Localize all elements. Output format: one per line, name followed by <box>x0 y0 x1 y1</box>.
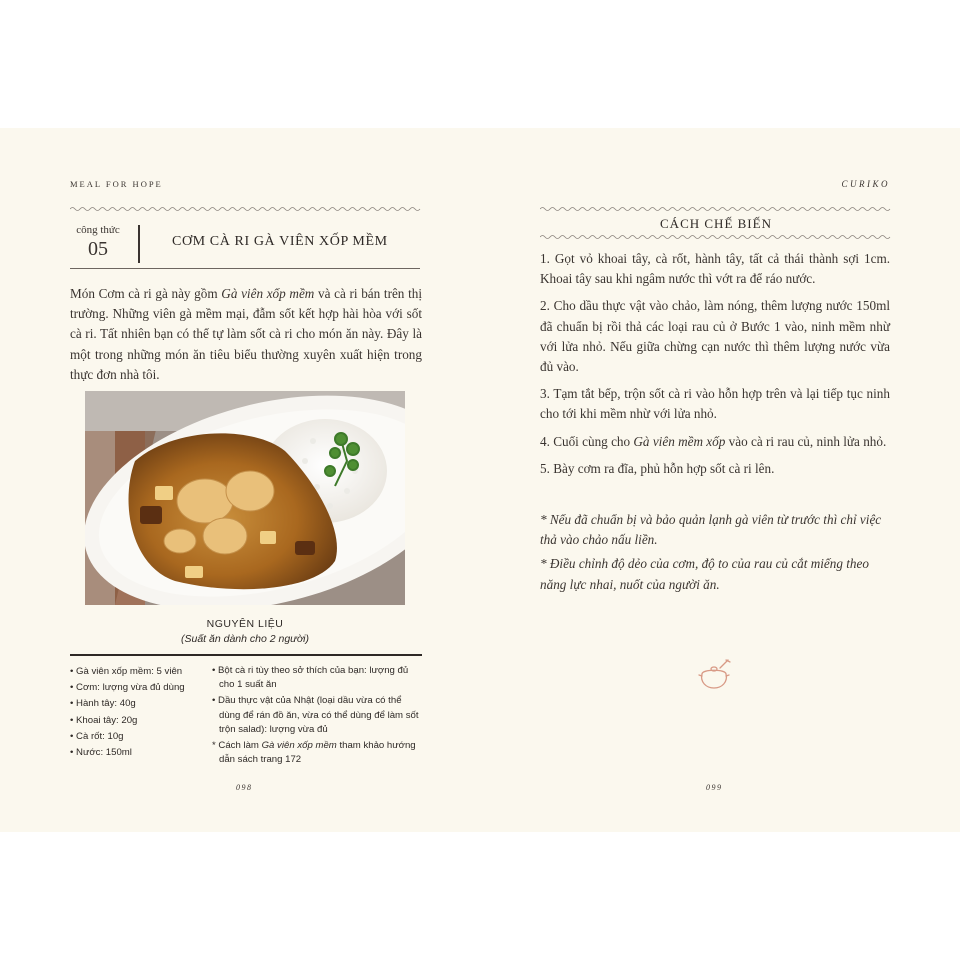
ingredient-item: • Gà viên xốp mềm: 5 viên <box>70 666 183 677</box>
note-text-rest: tham khảo hướng dẫn sách trang 172 <box>219 740 416 766</box>
left-wavy-rule <box>70 206 422 212</box>
ingredients-column-1 <box>70 664 208 761</box>
recipe-label: công thức <box>76 224 120 236</box>
intro-text-rest: và cà ri bán trên thị trường. Những viên gà mềm mại, đẫm sốt kết hợp hài hòa với sốt cà ri. Tất nhiên bạn có thể tự làm sốt cà ri cho món ăn này. Đây là một trong những món ăn tiêu biểu thường xuyên xuất hiện trong thực đơn nhà tôi. <box>70 286 422 382</box>
recipe-header <box>70 224 420 268</box>
wavy-rule-graphic <box>70 206 422 212</box>
note-text: * Cách làm <box>212 740 262 752</box>
recipe-header-divider <box>138 225 140 263</box>
method-step <box>540 432 890 452</box>
recipe-number: 05 <box>88 238 108 260</box>
cooking-pot-icon <box>698 656 732 692</box>
ingredient-item: • Nước: 150ml <box>70 747 132 759</box>
left-running-head: MEAL FOR HOPE <box>70 179 163 189</box>
ingredient-item: • Khoai tây: 20g <box>70 714 138 726</box>
wavy-rule-graphic <box>540 234 894 240</box>
method-step: 2. Cho dầu thực vật vào chảo, làm nóng, thêm lượng nước 150ml đã chuẩn bị rồi thả các loại rau củ ở Bước 1 vào, ninh mềm nhừ với lửa nhỏ. Nếu giữa chừng cạn nước thì thêm lượng nước vừa đủ vào. <box>540 298 890 375</box>
right-running-head: CURIKO <box>841 179 890 189</box>
method-notes <box>540 510 892 599</box>
right-wavy-rule-bottom <box>540 234 894 240</box>
ingredient-note <box>212 739 420 767</box>
curry-dish-photo <box>85 391 405 605</box>
intro-emphasis: Gà viên xốp mềm <box>221 286 315 301</box>
left-page-number: 098 <box>236 783 253 792</box>
method-step: 5. Bày cơm ra đĩa, phủ hỗn hợp sốt cà ri lên. <box>540 460 775 476</box>
right-wavy-rule-top <box>540 206 894 212</box>
method-note: * Điều chỉnh độ dẻo của cơm, độ to của rau củ cắt miếng theo năng lực nhai, nuốt của người ăn. <box>540 556 869 592</box>
step-text-rest: vào cà ri rau củ, ninh lửa nhỏ. <box>725 433 887 449</box>
wavy-rule-graphic <box>540 206 894 212</box>
ingredients-rule <box>70 654 422 656</box>
right-page-number: 099 <box>706 783 723 792</box>
recipe-intro <box>70 284 422 385</box>
method-steps <box>540 249 890 486</box>
intro-text: Món Cơm cà ri gà này gồm <box>70 286 222 301</box>
step-text: 4. Cuối cùng cho <box>540 433 634 449</box>
note-emphasis: Gà viên xốp mềm <box>261 740 337 752</box>
left-page <box>0 128 480 832</box>
ingredient-item: • Cà rốt: 10g <box>70 730 124 742</box>
book-spread <box>0 128 960 832</box>
ingredients-subtitle: (Suất ăn dành cho 2 người) <box>181 633 309 645</box>
ingredient-item: • Hành tây: 40g <box>70 698 136 710</box>
recipe-title: CƠM CÀ RI GÀ VIÊN XỐP MỀM <box>172 234 388 249</box>
method-step: 1. Gọt vỏ khoai tây, cà rốt, hành tây, tất cả thái thành sợi 1cm. Khoai tây sau khi ngâm nước thì vớt ra để ráo nước. <box>540 251 890 287</box>
ingredient-item: • Cơm: lượng vừa đủ dùng <box>70 682 185 694</box>
ingredient-item: • Dầu thực vật của Nhật (loại dầu vừa có thể dùng để rán đồ ăn, vừa có thể dùng để làm sốt trộn salad): lượng vừa đủ <box>212 695 419 735</box>
right-page <box>480 128 960 832</box>
method-step: 3. Tạm tắt bếp, trộn sốt cà ri vào hỗn hợp trên và lại tiếp tục ninh cho tới khi mềm nhừ với lửa nhỏ. <box>540 386 890 422</box>
cooking-pot-graphic <box>698 656 732 692</box>
ingredient-item: • Bột cà ri tùy theo sở thích của bạn: lượng đủ cho 1 suất ăn <box>212 665 409 691</box>
method-title: CÁCH CHẾ BIẾN <box>660 216 772 231</box>
method-note: * Nếu đã chuẩn bị và bảo quản lạnh gà viên từ trước thì chỉ việc thả vào chảo nấu liền. <box>540 512 882 548</box>
recipe-header-rule <box>70 268 420 269</box>
step-emphasis: Gà viên mềm xốp <box>633 433 726 449</box>
ingredients-title: NGUYÊN LIỆU <box>206 618 284 630</box>
ingredients-column-2 <box>212 664 420 769</box>
curry-dish-illustration <box>85 391 405 605</box>
